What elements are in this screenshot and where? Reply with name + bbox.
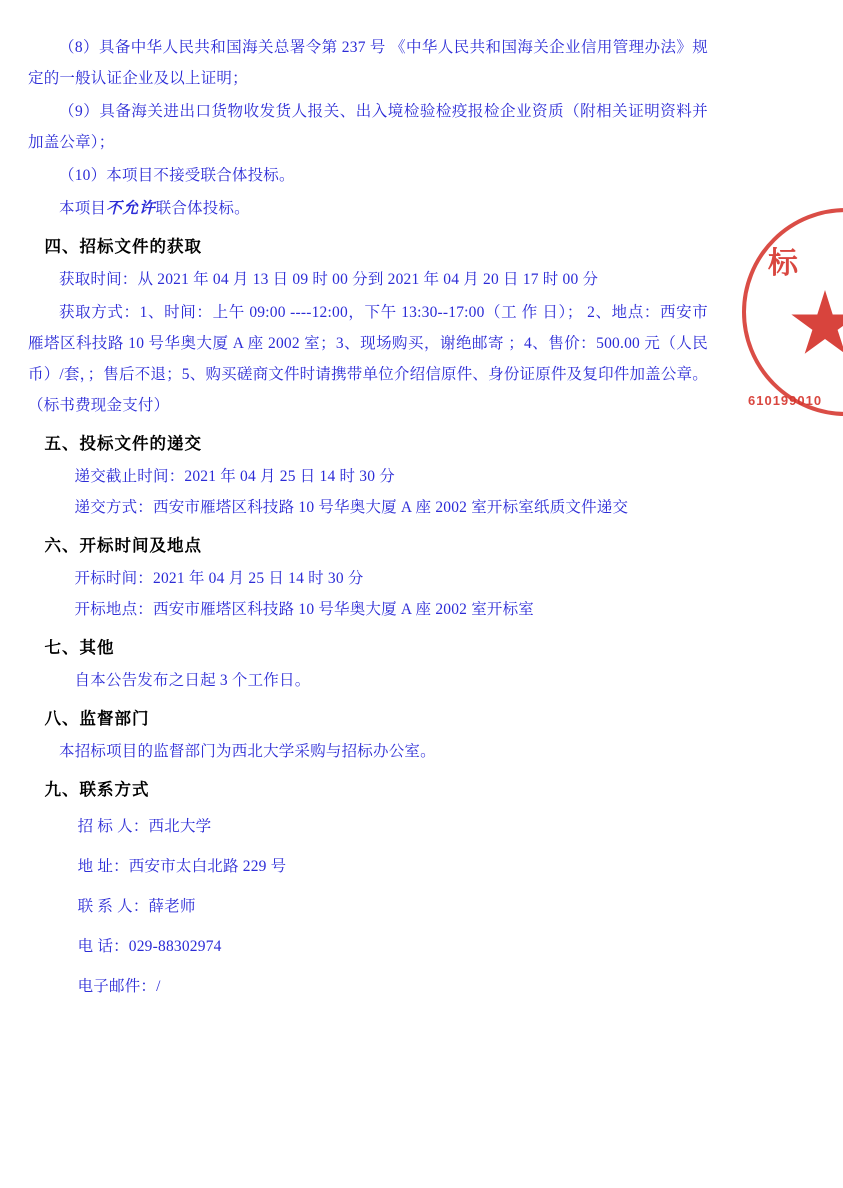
contact-label-person: 联 系 人： — [77, 898, 149, 915]
contact-value-phone: 029-88302974 — [128, 938, 222, 955]
contact-row-phone — [28, 927, 708, 967]
section-heading-7: 七、其他 — [44, 638, 115, 657]
other-note: 自本公告发布之日起 3 个工作日。 — [74, 672, 311, 689]
contact-label-phone: 电 话： — [77, 938, 129, 955]
official-seal-stamp — [742, 208, 843, 423]
seal-text-top: 标 — [768, 247, 802, 280]
contact-label-address: 地 址： — [77, 858, 129, 875]
clause-10: （10）本项目不接受联合体投标。 — [59, 167, 295, 184]
joint-bid-prefix: 本项目 — [59, 200, 107, 217]
contact-value-address: 西安市太白北路 229 号 — [128, 858, 287, 875]
contact-value-bidder: 西北大学 — [148, 818, 212, 835]
section-heading-5: 五、投标文件的递交 — [44, 434, 202, 453]
contact-row-address — [28, 847, 708, 887]
supervision-dept: 本招标项目的监督部门为西北大学采购与招标办公室。 — [59, 743, 436, 760]
section-heading-8: 八、监督部门 — [44, 709, 150, 728]
open-time: 开标时间：2021 年 04 月 25 日 14 时 30 分 — [74, 570, 364, 587]
contact-label-bidder: 招 标 人： — [77, 818, 149, 835]
open-place: 开标地点：西安市雁塔区科技路 10 号华奥大厦 A 座 2002 室开标室 — [74, 601, 534, 618]
contact-label-email: 电子邮件： — [77, 978, 157, 995]
clause-9: （9）具备海关进出口货物收发货人报关、出入境检验检疫报检企业资质（附相关证明资料并加盖公章）； — [28, 103, 708, 151]
contact-row-person — [28, 887, 708, 927]
clause-8: （8）具备中华人民共和国海关总署令第 237 号 《中华人民共和国海关企业信用管理办法》规定的一般认证企业及以上证明； — [28, 39, 708, 87]
acquire-method: 获取方式：1、时间：上午 09:00 ----12:00，下午 13:30--17:00（工 作 日）； 2、地点：西安市雁塔区科技路 10 号华奥大厦 A 座 2002 室；3、现场购买，谢绝邮寄 ；4、售价：500.00 元（人民币）/套，；售后不退；5、购买磋商文件时请携带单位介绍信原件、身份证原件及复印件加盖公章。（标书费现金支付） — [28, 304, 708, 414]
submit-deadline: 递交截止时间：2021 年 04 月 25 日 14 时 30 分 — [74, 468, 395, 485]
section-heading-4: 四、招标文件的获取 — [44, 237, 202, 256]
joint-bid-statement — [28, 193, 708, 224]
contact-row-bidder — [28, 807, 708, 847]
joint-bid-suffix: 联合体投标。 — [155, 200, 250, 217]
section-heading-6: 六、开标时间及地点 — [44, 536, 202, 555]
seal-text-bottom: 610199010 — [748, 393, 823, 408]
seal-ring-icon — [742, 208, 843, 416]
contact-value-person: 薛老师 — [148, 898, 196, 915]
joint-bid-emphasis: 不允许 — [106, 200, 156, 217]
contact-row-email — [28, 967, 708, 1007]
section-heading-9: 九、联系方式 — [44, 780, 150, 799]
document-body — [28, 32, 708, 1007]
submit-method: 递交方式：西安市雁塔区科技路 10 号华奥大厦 A 座 2002 室开标室纸质文件递交 — [74, 499, 629, 516]
seal-star-icon — [790, 290, 843, 360]
contact-value-email: / — [156, 978, 161, 995]
acquire-time: 获取时间：从 2021 年 04 月 13 日 09 时 00 分到 2021 年 04 月 20 日 17 时 00 分 — [59, 271, 599, 288]
